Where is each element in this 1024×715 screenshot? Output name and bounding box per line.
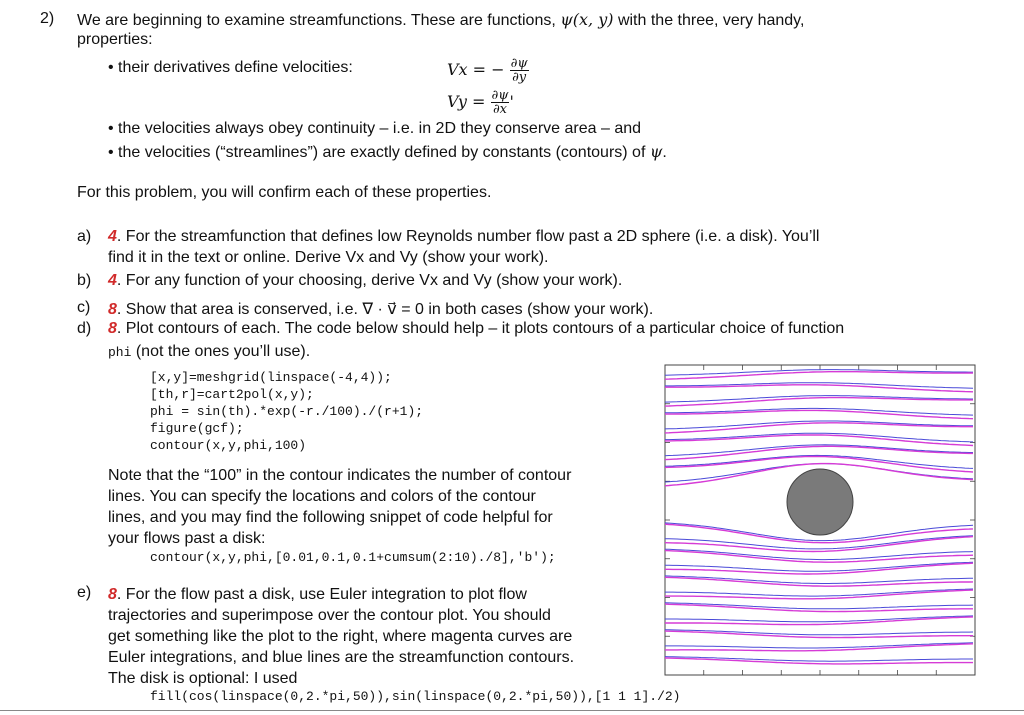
intro-line-2: properties: — [77, 31, 153, 48]
psi-symbol: ψ — [649, 142, 663, 161]
flow-plot — [660, 360, 980, 680]
code-block-3: fill(cos(linspace(0,2.*pi,50)),sin(linspace(0,2.*pi,50)),[1 1 1]./2) — [150, 689, 681, 704]
part-b-label: b) — [77, 272, 92, 289]
intro-line-1 — [77, 10, 804, 30]
part-c-line — [108, 299, 653, 319]
code-line: [x,y]=meshgrid(linspace(-4,4)); — [150, 370, 392, 385]
part-d-points: 8 — [108, 320, 117, 337]
part-b-text: . For any function of your choosing, derive Vx and Vy (show your work). — [116, 272, 623, 289]
part-d-line-1 — [108, 320, 844, 338]
part-d-label: d) — [77, 320, 92, 337]
eq-vx-den: ∂y — [512, 70, 527, 85]
part-e-line-2: trajectories and superimpose over the contour plot. You should — [108, 607, 551, 624]
code-line: figure(gcf); — [150, 421, 244, 436]
part-c-points: 8 — [108, 301, 117, 318]
part-d-phi-code: phi — [108, 345, 132, 360]
psi-xy-symbol: ψ(x, y) — [560, 10, 614, 29]
part-a-line-2: find it in the text or online. Derive Vx and Vy (show your work). — [108, 249, 549, 266]
part-d-text: . Plot contours of each. The code below should help – it plots contours of a particular choice of function — [116, 320, 845, 337]
note-line: lines. You can specify the locations and colors of the contour — [108, 488, 536, 505]
part-e-line-1 — [108, 584, 574, 605]
eq-vy-comma: ' — [509, 92, 514, 111]
intro-text-a: We are beginning to examine streamfunctions. These are functions, — [77, 12, 561, 29]
eq-vx-num: ∂ψ — [510, 56, 528, 71]
bullet3-text: • the velocities (“streamlines”) are exactly defined by constants (contours) of — [108, 144, 650, 161]
bottom-rule — [0, 710, 1024, 711]
note-line: your flows past a disk: — [108, 530, 266, 547]
part-c-label: c) — [77, 299, 91, 316]
problem-intro: For this problem, you will confirm each of these properties. — [77, 184, 492, 201]
part-a-line-1 — [108, 228, 819, 246]
part-d-line-2 — [108, 343, 310, 361]
intro-text-b: with the three, very handy, — [613, 12, 805, 29]
part-e-line-4: Euler integrations, and blue lines are the streamfunction contours. — [108, 649, 575, 666]
eq-vy-label: Vy = — [447, 92, 486, 111]
part-e-text-1: . For the flow past a disk, use Euler integration to plot flow — [116, 586, 527, 603]
part-e-text — [108, 584, 574, 689]
eq-vy-den: ∂x — [492, 102, 508, 117]
eq-vx — [447, 57, 529, 84]
code-line: contour(x,y,phi,100) — [150, 438, 307, 453]
eq-vy-fraction — [491, 89, 510, 116]
part-e-line-5: The disk is optional: I used — [108, 670, 298, 687]
note-paragraph — [108, 465, 571, 549]
note-line: lines, and you may find the following snippet of code helpful for — [108, 509, 553, 526]
bullet3-period: . — [662, 144, 667, 161]
code-block-1 — [150, 369, 423, 454]
eq-vy — [447, 89, 514, 116]
bullet-streamlines — [108, 142, 667, 162]
part-a-label: a) — [77, 228, 92, 245]
part-e-points: 8 — [108, 586, 117, 603]
part-a-points: 4 — [108, 228, 117, 245]
part-e-line-3: get something like the plot to the right, where magenta curves are — [108, 628, 573, 645]
part-c-text: . Show that area is conserved, i.e. ∇ · v⃗ = 0 in both cases (show your work). — [116, 301, 654, 318]
eq-vx-fraction — [510, 57, 529, 84]
part-a-text: . For the streamfunction that defines low Reynolds number flow past a 2D sphere (i.e. a disk). You’ll — [116, 228, 820, 245]
eq-vy-num: ∂ψ — [491, 88, 509, 103]
eq-vx-label: Vx = − — [447, 60, 505, 79]
code-line: phi = sin(th).*exp(-r./100)./(r+1); — [150, 404, 424, 419]
bullet-continuity: • the velocities always obey continuity – i.e. in 2D they conserve area – and — [108, 120, 642, 137]
code-block-2: contour(x,y,phi,[0.01,0.1,0.1+cumsum(2:10)./8],'b'); — [150, 550, 556, 565]
disk — [787, 469, 853, 535]
note-line: Note that the “100” in the contour indicates the number of contour — [108, 467, 572, 484]
part-d-text-2: (not the ones you’ll use). — [131, 343, 311, 360]
code-line: [th,r]=cart2pol(x,y); — [150, 387, 314, 402]
part-e-label: e) — [77, 584, 92, 601]
question-number: 2) — [40, 10, 55, 27]
part-b-line — [108, 272, 622, 290]
bullet-velocities: • their derivatives define velocities: — [108, 59, 353, 76]
part-b-points: 4 — [108, 272, 117, 289]
